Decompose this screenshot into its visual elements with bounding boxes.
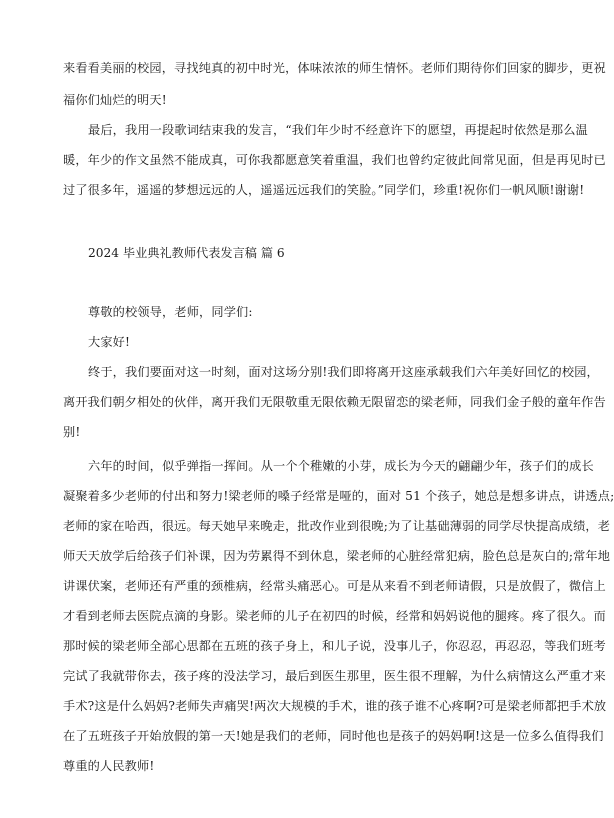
text-line: 离开我们朝夕相处的伙伴，离开我们无限敬重无限依赖无限留恋的梁老师，同我们金子般的童年作告 bbox=[63, 395, 606, 409]
text-line: 过了很多年，遥遥的梦想远远的人，遥遥远远我们的笑脸。”同学们，珍重!祝你们一帆风顺!谢谢! bbox=[63, 183, 585, 197]
text-line: 终于，我们要面对这一时刻，面对这场分别!我们即将离开这座承载我们六年美好回忆的校园， bbox=[88, 365, 599, 379]
text-line: 师天天放学后给孩子们补课，因为劳累得不到休息，梁老师的心脏经常犯病，脸色总是灰白的;常年地 bbox=[63, 549, 611, 563]
salutation: 尊敬的校领导，老师，同学们: bbox=[88, 305, 253, 319]
text-line: 老师的家在哈西，很远。每天她早来晚走，批改作业到很晚;为了让基础薄弱的同学尽快提高成绩，老 bbox=[63, 519, 611, 533]
text-line: 来看看美丽的校园，寻找纯真的初中时光，体味浓浓的师生情怀。老师们期待你们回家的脚步，更祝 bbox=[63, 61, 606, 75]
text-line: 最后，我用一段歌词结束我的发言，“我们年少时不经意许下的愿望，再提起时依然是那么温 bbox=[88, 123, 588, 137]
text-line: 那时候的梁老师全部心思都在五班的孩子身上，和儿子说，没事儿子，你忍忍，再忍忍，等我们班考 bbox=[63, 639, 606, 653]
text-line: 才看到老师去医院点滴的身影。梁老师的儿子在初四的时候，经常和妈妈说他的腿疼。疼了很久。而 bbox=[63, 609, 606, 623]
text-line: 讲课伏案，老师还有严重的颈椎病，经常头痛恶心。可是从来看不到老师请假，只是放假了，微信上 bbox=[63, 579, 606, 593]
text-line: 手术?这是什么妈妈?老师失声痛哭!两次大规模的手术，谁的孩子谁不心疼啊?可是梁老师都把手术放 bbox=[63, 699, 607, 713]
text-line: 六年的时间，似乎弹指一挥间。从一个个稚嫩的小芽，成长为今天的翩翩少年，孩子们的成长 bbox=[88, 459, 594, 473]
text-line: 尊重的人民教师! bbox=[63, 759, 155, 773]
section-title: 2024 毕业典礼教师代表发言稿 篇 6 bbox=[88, 246, 285, 260]
text-line: 别! bbox=[63, 425, 81, 439]
text-line: 福你们灿烂的明天! bbox=[63, 93, 167, 107]
text-line: 凝聚着多少老师的付出和努力!梁老师的嗓子经常是哑的，面对 51 个孩子，她总是想多讲点，讲透点; bbox=[63, 489, 614, 503]
text-line: 暖，年少的作文虽然不能成真，可你我都愿意笑着重温，我们也曾约定彼此间常见面，但是再见时已 bbox=[63, 153, 606, 167]
greeting: 大家好! bbox=[88, 335, 131, 349]
text-line: 在了五班孩子开始放假的第一天!她是我们的老师，同时他也是孩子的妈妈啊!这是一位多么值得我们 bbox=[63, 729, 604, 743]
text-line: 完试了我就带你去，孩子疼的没法学习，最后到医生那里，医生很不理解，为什么病情这么严重才来 bbox=[63, 669, 606, 683]
